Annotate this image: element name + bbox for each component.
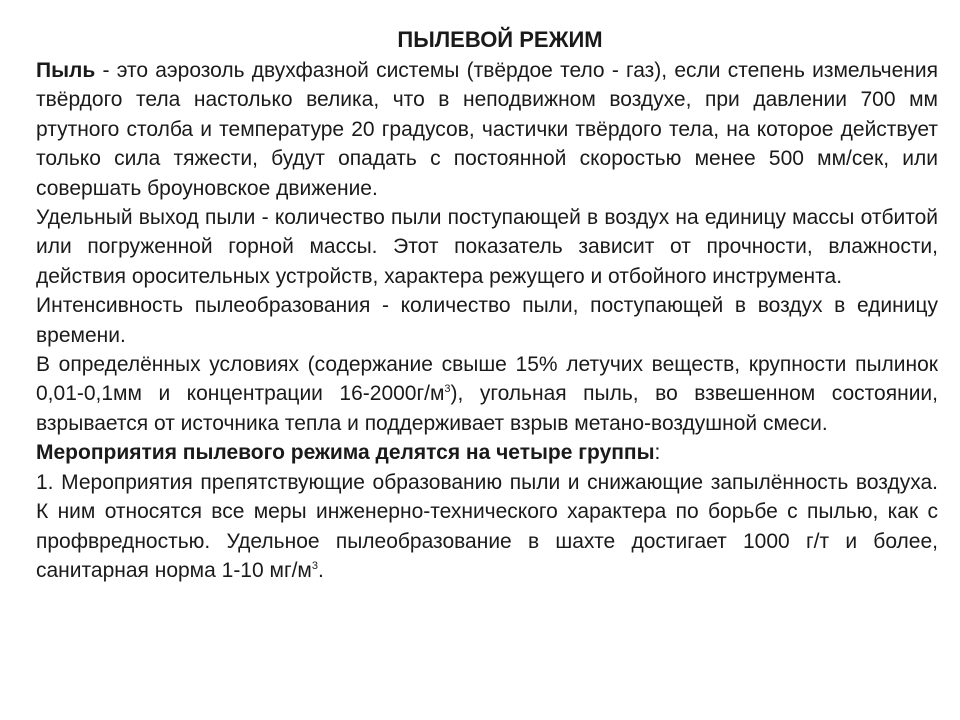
explosion-text-before: В определённых условиях (содержание свыше 15% летучих веществ, крупности пылинок 0,01-0,1мм и концентрации 16-2000г/м [36,353,938,406]
superscript-3-norm: 3 [311,559,318,572]
paragraph-dust-definition [36,56,938,203]
superscript-3: 3 [444,383,451,396]
paragraph-specific-dust-yield: Удельный выход пыли - количество пыли поступающей в воздух на единицу массы отбитой или погруженной горной массы. Этот показатель зависит от прочности, влажности, действия оросительных устройств, характера режущего и отбойного инструмента. [36,206,938,288]
paragraph-explosion-conditions [36,350,938,438]
paragraph-measures-heading [36,438,938,467]
measures-heading-bold: Мероприятия пылевого режима делятся на четыре группы [36,441,655,465]
paragraph-dust-intensity: Интенсивность пылеобразования - количество пыли, поступающей в воздух в единицу времени. [36,294,938,347]
explosion-text-after: ), угольная пыль, во взвешенном состоянии, взрывается от источника тепла и поддерживает взрыв метано-воздушной смеси. [36,382,938,435]
term-dust: Пыль [36,59,96,82]
dust-definition-text: - это аэрозоль двухфазной системы (твёрдое тело - газ), если степень измельчения твёрдого тела настолько велика, что в неподвижном воздухе, при давлении 700 мм ртутного столба и температуре 20 градусов, частички твёрдого тела, на которое действует только сила тяжести, будут опадать с постоянной скоростью менее 500 мм/сек, или совершать броуновское движение. [36,59,938,200]
slide-content [36,24,938,585]
measures-heading-colon: : [654,441,661,465]
measure-1-end: . [318,558,324,582]
measure-1-text: 1. Мероприятия препятствующие образованию пыли и снижающие запылённость воздуха. К ним относятся все меры инженерно-технического характера по борьбе с пылью, как с профвредностью. Удельное пылеобразование в шахте достигает 1000 г/т и более, санитарная норма 1-10 мг/м [36,470,938,582]
paragraph-measure-1 [36,468,938,586]
page-title: ПЫЛЕВОЙ РЕЖИМ [397,27,603,52]
